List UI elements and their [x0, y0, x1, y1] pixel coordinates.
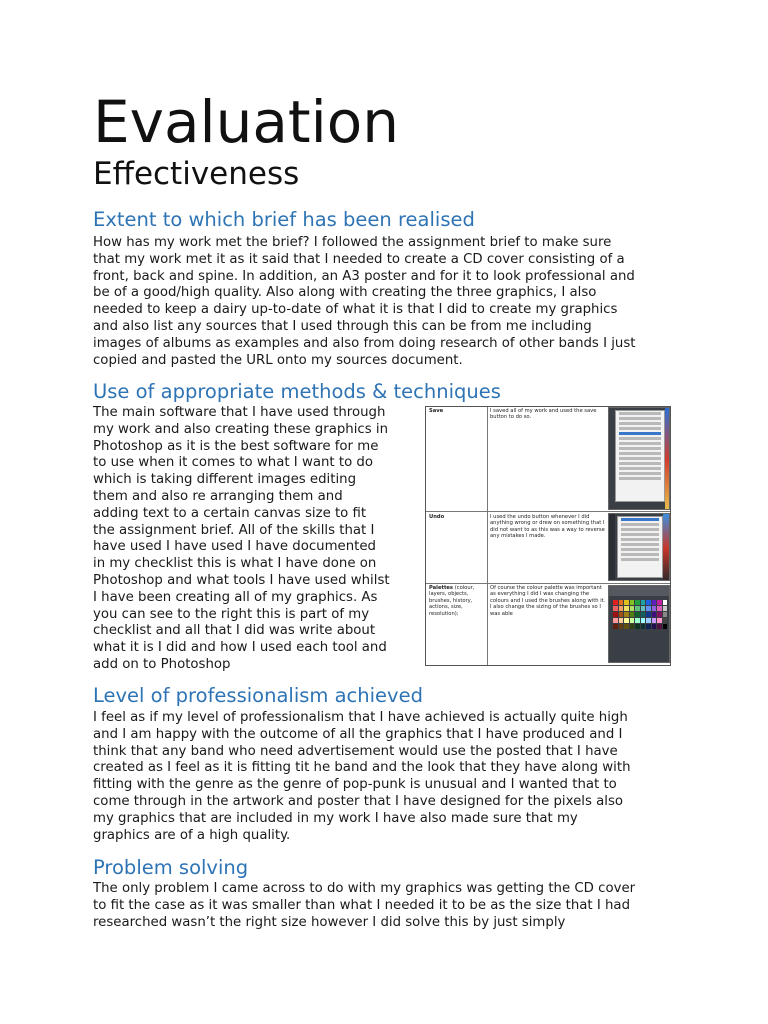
section-heading-professionalism: Level of professionalism achieved	[93, 684, 423, 707]
section-body-methods: The main software that I have used through my work and also creating these graphics in Photoshop as it is the best software for me to use when it comes to what I want to do which is taking different images editing them and also re arranging them and adding text to a certain canvas size to fit the assignment brief. All of the skills that I have used I have used I have documented in my checklist this is what I have done on Photoshop and what tools I have used whilst I have been creating all of my graphics. As you can see to the right this is part of my checklist and all that I did was write about what it is I did and how I used each tool and add on to Photoshop	[93, 405, 390, 672]
checklist-row-desc: I used the undo button whenever I did anything wrong or drew on something that I did not want to as this was a way to reverse any mistakes I made.	[490, 514, 605, 540]
checklist-row-desc: I saved all of my work and used the save button to do so.	[490, 408, 597, 421]
photoshop-screenshot-save	[608, 407, 670, 510]
checklist-row-undo	[426, 511, 670, 584]
photoshop-screenshot-palettes	[608, 585, 670, 663]
photoshop-screenshot-undo	[608, 513, 670, 581]
section-heading-methods: Use of appropriate methods & techniques	[93, 380, 501, 403]
checklist-row-save	[426, 407, 670, 512]
page-subtitle: Effectiveness	[93, 156, 300, 192]
section-body-problem-solving: The only problem I came across to do with my graphics was getting the CD cover to fit the case as it was smaller than what I needed it to be as the size that I had researched wasn’t the right size however I did solve this by just simply	[93, 881, 636, 930]
checklist-table	[425, 406, 671, 666]
checklist-row-desc: Of course the colour palette was important as everything I did I was changing the colours and I used the brushes along with it. I also change the sizing of the brushes so I was able	[490, 585, 606, 617]
checklist-row-name: Save	[429, 408, 444, 414]
section-heading-brief: Extent to which brief has been realised	[93, 208, 475, 231]
section-body-brief: How has my work met the brief? I followed the assignment brief to make sure that my work met it as it said that I needed to create a CD cover consisting of a front, back and spine. In addition, an A3 poster and for it to look professional and be of a good/high quality. Also along with creating the three graphics, I also needed to keep a dairy up-to-date of what it is that I did to create my graphics and also list any sources that I used through this can be from me including images of albums as examples and also from doing research of other bands I just copied and pasted the URL onto my sources document.	[93, 235, 636, 368]
checklist-row-name: Palettes (colour, layers, objects, brushes, history, actions, size, resolution);	[429, 585, 475, 617]
section-heading-problem-solving: Problem solving	[93, 856, 249, 879]
checklist-row-name: Undo	[429, 514, 445, 520]
page-title: Evaluation	[93, 88, 400, 156]
checklist-row-palettes	[426, 583, 670, 665]
section-body-professionalism: I feel as if my level of professionalism that I have achieved is actually quite high and I am happy with the outcome of all the graphics that I have produced and I think that any band who need advertisement would use the posted that I have created as I feel as it is fitting tit he band and the look that they have along with fitting with the genre as the genre of pop-punk is unusual and I wanted that to come through in the artwork and poster that I have designed for the pixels also my graphics that are included in my work I have also made sure that my graphics are of a high quality.	[93, 710, 631, 843]
